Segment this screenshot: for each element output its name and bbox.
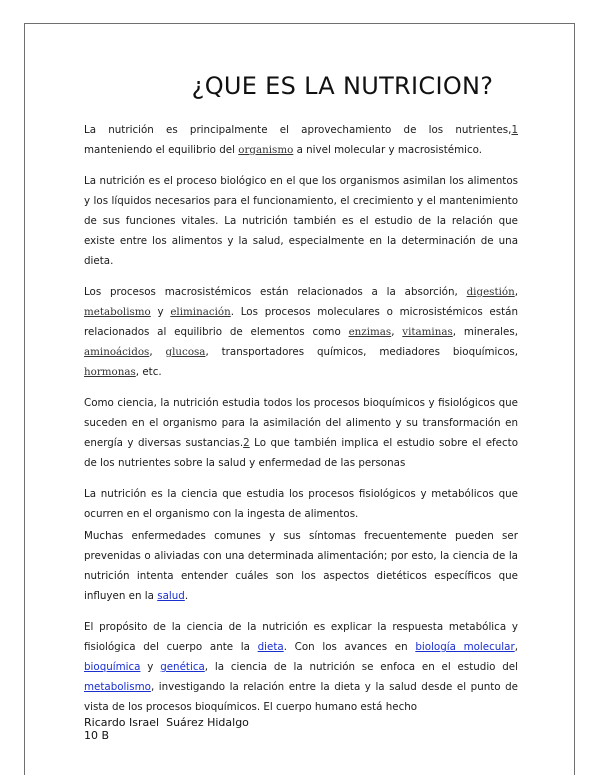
link-biologia-molecular[interactable]: biología molecular — [415, 641, 515, 653]
link-salud[interactable]: salud — [157, 590, 185, 602]
citation-link-2[interactable]: 2 — [243, 437, 250, 449]
link-hormonas[interactable]: hormonas — [84, 366, 136, 378]
link-organismo[interactable]: organismo — [238, 144, 294, 156]
paragraph-1: La nutrición es principalmente el aprovechamiento de los nutrientes,1 manteniendo el equilibrio del organismo a nivel molecular y macrosistémico. — [84, 124, 518, 156]
link-enzimas[interactable]: enzimas — [348, 326, 392, 338]
page-title: ¿QUE ES LA NUTRICION? — [191, 72, 494, 100]
link-dieta[interactable]: dieta — [257, 641, 284, 653]
link-bioquimica[interactable]: bioquímica — [84, 661, 141, 673]
paragraph-5: La nutrición es la ciencia que estudia los procesos fisiológicos y metabólicos que ocurren en el organismo con la ingesta de alimentos. — [84, 488, 518, 520]
link-metabolismo-2[interactable]: metabolismo — [84, 681, 151, 693]
paragraph-2: La nutrición es el proceso biológico en el que los organismos asimilan los alimentos y los líquidos necesarios para el funcionamiento, el crecimiento y el mantenimiento de sus funciones vitales. La nutrición también es el estudio de la relación que existe entre los alimentos y la salud, especialmente en la determinación de una dieta. — [84, 175, 518, 267]
link-glucosa[interactable]: glucosa — [165, 346, 206, 358]
link-eliminacion[interactable]: eliminación — [170, 306, 231, 318]
link-genetica[interactable]: genética — [160, 661, 205, 673]
link-vitaminas[interactable]: vitaminas — [402, 326, 453, 338]
paragraph-7: El propósito de la ciencia de la nutrición es explicar la respuesta metabólica y fisiológica del cuerpo ante la dieta. Con los avances en biología molecular, bioquímica y genética, la ciencia de la nutrición se enfoca en el estudio del metabolismo, investigando la relación entre la dieta y la salud desde el punto de vista de los procesos bioquímicos. El cuerpo humano está hecho — [84, 621, 519, 713]
paragraph-6: Muchas enfermedades comunes y sus síntomas frecuentemente pueden ser prevenidas o aliviadas con una determinada alimentación; por esto, la ciencia de la nutrición intenta entender cuáles son los aspectos dietéticos específicos que influyen en la salud. — [84, 530, 518, 602]
footer-grade: 10 B — [84, 729, 110, 742]
document-body — [84, 120, 518, 728]
footer-author: Ricardo Israel Suárez Hidalgo — [84, 716, 249, 729]
paragraph-4: Como ciencia, la nutrición estudia todos los procesos bioquímicos y fisiológicos que suceden en el organismo para la asimilación del alimento y su transformación en energía y diversas sustancias.2 Lo que también implica el estudio sobre el efecto de los nutrientes sobre la salud y enfermedad de las personas — [84, 397, 518, 469]
paragraph-3: Los procesos macrosistémicos están relacionados a la absorción, digestión, metabolismo y eliminación. Los procesos moleculares o microsistémicos están relacionados al equilibrio de elementos como enzimas, vitaminas, minerales, aminoácidos, glucosa, transportadores químicos, mediadores bioquímicos, hormonas, etc. — [84, 286, 519, 378]
link-aminoacidos[interactable]: aminoácidos — [84, 346, 150, 358]
citation-link-1[interactable]: 1 — [511, 124, 518, 136]
link-digestion[interactable]: digestión — [466, 286, 515, 298]
page-footer — [84, 716, 249, 742]
link-metabolismo[interactable]: metabolismo — [84, 306, 151, 318]
